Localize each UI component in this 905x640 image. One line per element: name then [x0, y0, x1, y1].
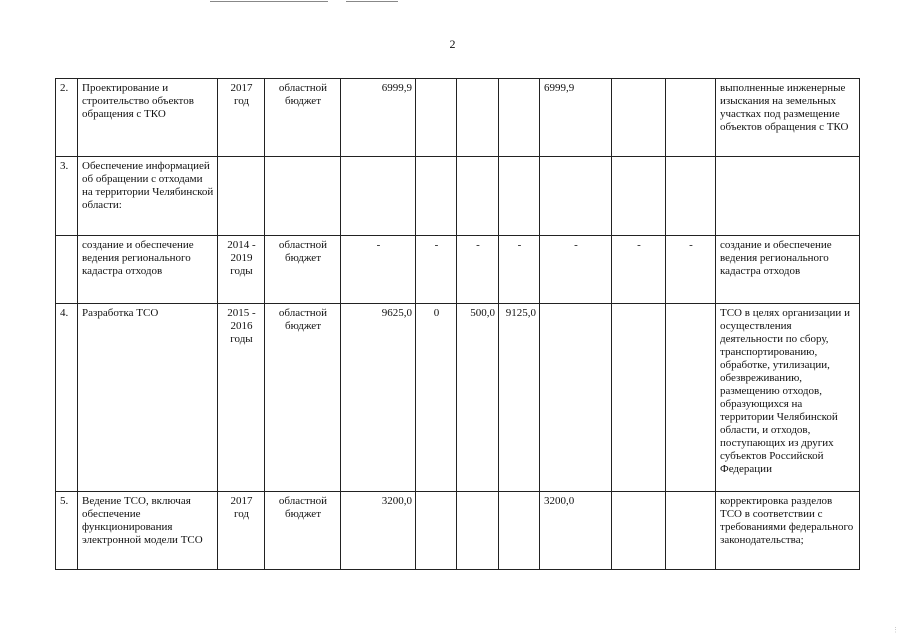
funding-source-cell: областной бюджет	[265, 304, 341, 492]
year-value-cell	[540, 157, 612, 236]
activity-name: Проектирование и строительство объектов обращения с ТКО	[78, 79, 218, 157]
expected-result-cell	[716, 157, 860, 236]
expected-result-cell: создание и обеспечение ведения регионального кадастра отходов	[716, 236, 860, 304]
year-value-cell	[499, 79, 540, 157]
row-number	[56, 236, 78, 304]
total-cell	[341, 157, 416, 236]
row-number: 3.	[56, 157, 78, 236]
total-cell: -	[341, 236, 416, 304]
scan-artifact-line	[346, 1, 398, 2]
activity-name: создание и обеспечение ведения регионального кадастра отходов	[78, 236, 218, 304]
period-cell: 2014 - 2019 годы	[218, 236, 265, 304]
table-row	[56, 236, 860, 304]
year-value-cell: 3200,0	[540, 492, 612, 570]
year-value-cell: 0	[416, 304, 457, 492]
row-number: 5.	[56, 492, 78, 570]
year-value-cell: -	[612, 236, 666, 304]
table-row	[56, 304, 860, 492]
year-value-cell	[666, 157, 716, 236]
year-value-cell	[416, 157, 457, 236]
year-value-cell	[666, 304, 716, 492]
total-cell: 6999,9	[341, 79, 416, 157]
year-value-cell: 9125,0	[499, 304, 540, 492]
activity-name: Обеспечение информацией об обращении с отходами на территории Челябинской области:	[78, 157, 218, 236]
table-row	[56, 492, 860, 570]
period-cell	[218, 157, 265, 236]
year-value-cell: -	[499, 236, 540, 304]
year-value-cell: -	[416, 236, 457, 304]
year-value-cell: -	[457, 236, 499, 304]
year-value-cell	[666, 492, 716, 570]
year-value-cell	[499, 492, 540, 570]
year-value-cell	[457, 157, 499, 236]
period-cell: 2017 год	[218, 79, 265, 157]
funding-source-cell: областной бюджет	[265, 79, 341, 157]
page-number: 2	[449, 37, 456, 51]
table-row	[56, 157, 860, 236]
funding-source-cell: областной бюджет	[265, 236, 341, 304]
year-value-cell	[612, 492, 666, 570]
year-value-cell	[540, 304, 612, 492]
activity-name: Разработка ТСО	[78, 304, 218, 492]
expected-result-cell: корректировка разделов ТСО в соответствии с требованиями федерального законодательства;	[716, 492, 860, 570]
year-value-cell: 6999,9	[540, 79, 612, 157]
total-cell: 3200,0	[341, 492, 416, 570]
year-value-cell: 500,0	[457, 304, 499, 492]
total-cell: 9625,0	[341, 304, 416, 492]
scan-corner-mark: ⋮	[892, 626, 899, 634]
period-cell: 2015 - 2016 годы	[218, 304, 265, 492]
period-cell: 2017 год	[218, 492, 265, 570]
year-value-cell	[612, 79, 666, 157]
year-value-cell: -	[540, 236, 612, 304]
year-value-cell	[457, 79, 499, 157]
plan-table	[55, 78, 860, 570]
year-value-cell: -	[666, 236, 716, 304]
expected-result-cell: ТСО в целях организации и осуществления деятельности по сбору, транспортированию, обработке, утилизации, обезвреживанию, размещению отходов, образующихся на территории Челябинской области, и отходов, поступающих из других субъектов Российской Федерации	[716, 304, 860, 492]
scan-artifact-line	[210, 1, 328, 2]
table-row	[56, 79, 860, 157]
row-number: 2.	[56, 79, 78, 157]
year-value-cell	[612, 157, 666, 236]
year-value-cell	[416, 79, 457, 157]
funding-source-cell: областной бюджет	[265, 492, 341, 570]
year-value-cell	[666, 79, 716, 157]
activity-name: Ведение ТСО, включая обеспечение функционирования электронной модели ТСО	[78, 492, 218, 570]
funding-source-cell	[265, 157, 341, 236]
expected-result-cell: выполненные инженерные изыскания на земельных участках под размещение объектов обращения с ТКО	[716, 79, 860, 157]
year-value-cell	[416, 492, 457, 570]
year-value-cell	[457, 492, 499, 570]
row-number: 4.	[56, 304, 78, 492]
year-value-cell	[612, 304, 666, 492]
year-value-cell	[499, 157, 540, 236]
